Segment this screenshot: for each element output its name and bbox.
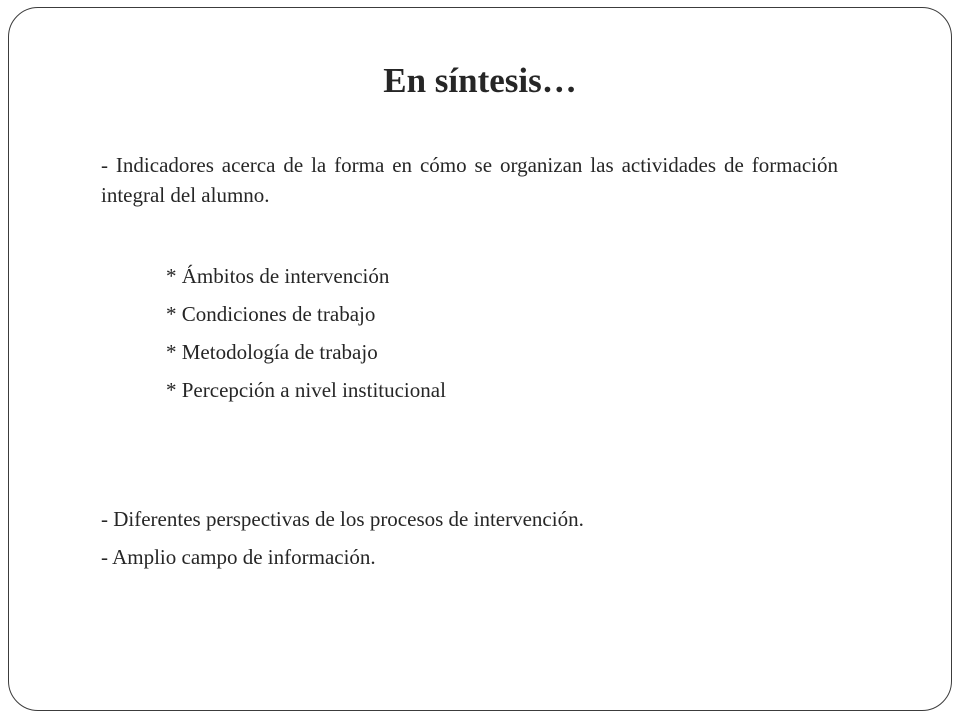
slide-title: En síntesis… — [383, 61, 577, 100]
sub-item-metodologia: * Metodología de trabajo — [166, 340, 378, 364]
summary-list — [101, 504, 584, 580]
sub-item-condiciones: * Condiciones de trabajo — [166, 302, 376, 326]
sub-item-percepcion: * Percepción a nivel institucional — [166, 378, 446, 402]
summary-item-campo: - Amplio campo de información. — [101, 545, 376, 569]
sub-item-ambitos: * Ámbitos de intervención — [166, 264, 390, 288]
slide-frame — [8, 7, 952, 711]
intro-paragraph: - Indicadores acerca de la forma en cómo se organizan las actividades de formación integral del alumno. — [101, 153, 838, 208]
sub-item-list — [166, 261, 446, 413]
summary-item-perspectivas: - Diferentes perspectivas de los procesos de intervención. — [101, 507, 584, 531]
